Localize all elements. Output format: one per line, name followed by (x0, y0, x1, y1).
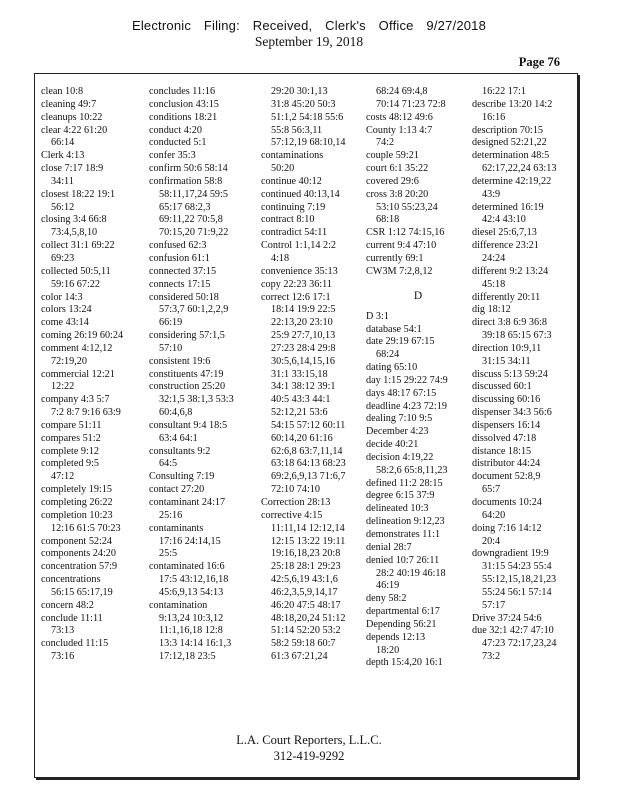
index-entry: contaminated 16:6 (149, 561, 225, 573)
index-entry: deadline 4:23 72:19 (366, 400, 447, 412)
index-entry: days 48:17 67:15 (366, 387, 437, 399)
index-entry: considered 50:18 (149, 291, 219, 303)
index-entry-continuation: 59:16 67:22 (51, 278, 100, 290)
index-entry-continuation: 73:13 (51, 625, 75, 637)
index-entry-continuation: 17:5 43:12,16,18 (159, 574, 229, 586)
index-entry: CSR 1:12 74:15,16 (366, 227, 445, 239)
index-entry-continuation: 52:12,21 53:6 (271, 407, 328, 419)
index-entry: date 29:19 67:15 (366, 336, 435, 348)
index-entry-continuation: 11:1,16,18 12:8 (159, 625, 223, 637)
index-entry-continuation: 63:4 64:1 (159, 432, 198, 444)
index-entry-continuation: 24:24 (482, 252, 506, 264)
index-entry: document 52:8,9 (472, 471, 541, 483)
index-entry-continuation: 66:19 (159, 317, 183, 329)
index-entry-continuation: 48:18,20,24 51:12 (271, 612, 346, 624)
index-entry-continuation: 69:23 (51, 252, 75, 264)
index-entry: corrective 4:15 (261, 509, 323, 521)
index-entry-continuation: 68:24 69:4,8 (376, 86, 428, 97)
index-entry: concludes 11:16 (149, 86, 216, 97)
index-entry: Clerk 4:13 (41, 150, 85, 162)
index-entry-continuation: 64:5 (159, 458, 178, 470)
index-entry-continuation: 73:4,5,8,10 (51, 227, 98, 239)
index-entry-continuation: 70:15,20 71:9,22 (159, 227, 229, 239)
index-entry: complete 9:12 (41, 445, 99, 457)
index-entry-continuation: 51:1,2 54:18 55:6 (271, 111, 344, 123)
index-entry: Control 1:1,14 2:2 (261, 240, 336, 252)
index-entry-continuation: 11:11,14 12:12,14 (271, 522, 345, 534)
index-entry-continuation: 31:8 45:20 50:3 (271, 98, 336, 110)
index-entry-continuation: 17:16 24:14,15 (159, 535, 221, 547)
index-entry-continuation: 12:15 13:22 19:11 (271, 535, 346, 547)
index-entry: different 9:2 13:24 (472, 265, 549, 277)
index-entry-continuation: 13:3 14:14 16:1,3 (159, 638, 232, 650)
index-entry: confused 62:3 (149, 240, 207, 252)
index-entry-continuation: 66:14 (51, 137, 75, 149)
index-entry: contradict 54:11 (261, 227, 328, 239)
index-entry-continuation: 34:11 (51, 175, 74, 187)
index-entry-continuation: 19:16,18,23 20:8 (271, 548, 341, 560)
index-entry: consultants 9:2 (149, 445, 211, 457)
index-entry-continuation: 12:16 61:5 70:23 (51, 522, 121, 534)
index-entry: concern 48:2 (41, 599, 94, 611)
index-column-3 (261, 86, 365, 664)
index-entry: departmental 6:17 (366, 606, 440, 618)
index-entry-continuation: 70:14 71:23 72:8 (376, 98, 446, 110)
index-entry-continuation: 55:8 56:3,11 (271, 124, 323, 136)
index-entry-continuation: 7:2 8:7 9:16 63:9 (51, 407, 121, 419)
index-entry: come 43:14 (41, 317, 89, 329)
index-entry-continuation: 60:14,20 61:16 (271, 432, 333, 444)
index-entry-continuation: 17:12,18 23:5 (159, 651, 216, 663)
index-entry: completing 26:22 (41, 497, 113, 508)
index-entry: completely 19:15 (41, 484, 113, 496)
index-entry: covered 29:6 (366, 175, 419, 187)
index-entry: contamination (149, 599, 208, 611)
index-entry-continuation: 74:2 (376, 137, 395, 149)
index-entry: description 70:15 (472, 124, 544, 136)
index-entry-continuation: 46:2,3,5,9,14,17 (271, 586, 338, 598)
index-entry-continuation: 18:20 (376, 644, 400, 656)
index-entry-continuation: 65:7 (482, 484, 501, 496)
index-entry: cross 3:8 20:20 (366, 188, 429, 200)
index-entry-continuation: 69:2,6,9,13 71:6,7 (271, 471, 346, 483)
index-entry: construction 25:20 (149, 381, 226, 393)
index-entry: closing 3:4 66:8 (41, 214, 107, 226)
index-entry: direction 10:9,11 (472, 342, 542, 354)
index-entry: consultant 9:4 18:5 (149, 419, 228, 431)
index-entry: compare 51:11 (41, 419, 102, 431)
index-entry-continuation: 47:12 (51, 471, 75, 483)
index-entry-continuation: 46:19 (376, 580, 400, 592)
index-entry-continuation: 31:15 54:23 55:4 (482, 561, 552, 573)
section-letter: D (413, 289, 423, 302)
index-entry: close 7:17 18:9 (41, 163, 104, 175)
index-entry: compares 51:2 (41, 432, 101, 444)
index-entry-continuation: 68:24 (376, 349, 400, 361)
index-entry-continuation: 9:13,24 10:3,12 (159, 612, 224, 624)
index-entry-continuation: 50:20 (271, 163, 295, 175)
index-entry: couple 59:21 (366, 150, 419, 162)
index-entry-continuation: 57:3,7 60:1,2,2,9 (159, 304, 229, 316)
index-entry: contract 8:10 (261, 214, 315, 226)
index-column-4 (366, 86, 470, 670)
index-entry: due 32:1 42:7 47:10 (472, 625, 554, 637)
index-entry: conclusion 43:15 (149, 98, 219, 110)
index-entry-continuation: 30:5,6,14,15,16 (271, 355, 335, 367)
index-entry-continuation: 51:14 52:20 53:2 (271, 625, 341, 637)
index-entry: conditions 18:21 (149, 111, 218, 123)
index-entry: concentration 57:9 (41, 561, 118, 573)
index-entry: continuing 7:19 (261, 201, 326, 213)
footer-phone: 312-419-9292 (273, 749, 345, 763)
index-entry: depth 15:4,20 16:1 (366, 657, 443, 669)
index-entry-continuation: 68:18 (376, 214, 400, 226)
index-entry-continuation: 62:17,22,24 63:13 (482, 163, 557, 175)
index-entry: coming 26:19 60:24 (41, 330, 124, 342)
index-entry-continuation: 57:10 (159, 342, 183, 354)
index-entry: day 1:15 29:22 74:9 (366, 374, 448, 386)
index-entry: downgradient 19:9 (472, 548, 549, 560)
index-entry-continuation: 16:22 17:1 (482, 86, 526, 97)
index-entry-continuation: 16:16 (482, 111, 506, 123)
index-entry: documents 10:24 (472, 497, 542, 508)
index-entry: distributor 44:24 (472, 458, 541, 470)
index-entry-continuation: 53:10 55:23,24 (376, 201, 438, 213)
index-entry-continuation: 64:20 (482, 509, 506, 521)
index-entry-continuation: 56:15 65:17,19 (51, 586, 113, 598)
index-entry: completed 9:5 (41, 458, 99, 470)
page-number: Page 76 (518, 55, 560, 69)
index-column-1 (41, 86, 145, 664)
index-entry: dealing 7:10 9:5 (366, 413, 433, 425)
index-entry: database 54:1 (366, 323, 422, 335)
index-entry: considering 57:1,5 (149, 330, 225, 342)
index-entry: connects 17:15 (149, 278, 211, 290)
index-entry: confirm 50:6 58:14 (149, 163, 228, 175)
index-entry: D 3:1 (366, 310, 389, 322)
index-entry: denied 10:7 26:11 (366, 554, 440, 566)
index-entry: County 1:13 4:7 (366, 124, 433, 136)
index-entry-continuation: 46:20 47:5 48:17 (271, 599, 341, 611)
index-entry: collect 31:1 69:22 (41, 240, 115, 252)
footer-company: L.A. Court Reporters, L.L.C. (236, 733, 382, 747)
index-entry: confusion 61:1 (149, 252, 210, 264)
index-entry-continuation: 69:11,22 70:5,8 (159, 214, 223, 226)
index-entry-continuation: 45:18 (482, 278, 506, 290)
index-entry: degree 6:15 37:9 (366, 490, 435, 502)
index-entry-continuation: 60:4,6,8 (159, 407, 193, 419)
index-entry: contaminations (261, 150, 324, 162)
index-entry-continuation: 72:10 74:10 (271, 484, 320, 496)
index-entry-continuation: 18:14 19:9 22:5 (271, 304, 336, 316)
index-entry-continuation: 55:12,15,18,21,23 (482, 574, 557, 586)
index-entry-continuation: 54:15 57:12 60:11 (271, 419, 346, 431)
index-entry: clean 10:8 (41, 86, 84, 97)
index-entry: cleanups 10:22 (41, 111, 103, 123)
index-entry: comment 4:12,12 (41, 342, 113, 354)
index-entry-continuation: 73:16 (51, 651, 75, 663)
index-entry: cleaning 49:7 (41, 98, 97, 110)
index-entry-continuation: 43:9 (482, 188, 501, 200)
index-entry-continuation: 58:2,6 65:8,11,23 (376, 464, 448, 476)
index-entry: dissolved 47:18 (472, 432, 537, 444)
index-entry-continuation: 63:18 64:13 68:23 (271, 458, 346, 470)
index-entry-continuation: 4:18 (271, 252, 290, 264)
index-entry: currently 69:1 (366, 252, 424, 264)
index-entry-continuation: 25:18 28:1 29:23 (271, 561, 341, 573)
index-entry-continuation: 31:1 33:15,18 (271, 368, 328, 380)
index-entry-continuation: 57:17 (482, 599, 506, 611)
index-entry: dating 65:10 (366, 362, 418, 374)
index-entry: components 24:20 (41, 548, 116, 560)
index-entry: distance 18:15 (472, 445, 532, 457)
index-entry: differently 20:11 (472, 291, 541, 303)
index-entry: clear 4:22 61:20 (41, 124, 108, 136)
index-entry-continuation: 39:18 65:15 67:3 (482, 330, 552, 342)
index-entry: closest 18:22 19:1 (41, 188, 116, 200)
index-entry: demonstrates 11:1 (366, 529, 441, 540)
index-entry: direct 3:8 6:9 36:8 (472, 317, 547, 329)
index-entry: dispensers 16:14 (472, 419, 541, 431)
index-entry-continuation: 25:16 (159, 509, 183, 521)
index-entry: component 52:24 (41, 535, 113, 547)
index-entry: depends 12:13 (366, 631, 426, 643)
index-entry-continuation: 55:24 56:1 57:14 (482, 586, 552, 598)
index-entry-continuation: 22:13,20 23:10 (271, 317, 333, 329)
index-entry-continuation: 31:15 34:11 (482, 355, 531, 367)
index-entry-continuation: 65:17 68:2,3 (159, 201, 211, 213)
index-entry: doing 7:16 14:12 (472, 522, 542, 534)
index-entry-continuation: 12:22 (51, 381, 75, 393)
index-entry: delineated 10:3 (366, 503, 429, 515)
index-entry: Depending 56:21 (366, 618, 437, 630)
index-entry-continuation: 47:23 72:17,23,24 (482, 638, 557, 650)
index-entry: discussed 60:1 (472, 381, 532, 393)
hearing-date: September 19, 2018 (254, 34, 364, 49)
index-entry: court 6:1 35:22 (366, 163, 429, 175)
index-entry-continuation: 56:12 (51, 201, 75, 213)
index-entry: determine 42:19,22 (472, 175, 552, 187)
index-entry-continuation: 34:1 38:12 39:1 (271, 381, 336, 393)
index-entry: company 4:3 5:7 (41, 394, 110, 406)
index-entry-continuation: 27:23 28:4 29:8 (271, 342, 336, 354)
index-entry: December 4:23 (366, 426, 429, 438)
index-entry: continue 40:12 (261, 175, 322, 187)
index-column-2 (149, 86, 253, 664)
index-entry: Consulting 7:19 (149, 471, 215, 483)
index-column-5 (472, 86, 576, 664)
index-entry: conclude 11:11 (41, 612, 103, 624)
index-entry: discuss 5:13 59:24 (472, 368, 548, 380)
index-entry-continuation: 45:6,9,13 54:13 (159, 586, 224, 598)
index-entry: Correction 28:13 (261, 497, 331, 508)
index-entry-continuation: 40:5 43:3 44:1 (271, 394, 331, 406)
index-entry: confer 35:3 (149, 150, 196, 162)
index-entry: confirmation 58:8 (149, 175, 223, 187)
index-entry: deny 58:2 (366, 593, 407, 605)
index-entry-continuation: 20:4 (482, 535, 501, 547)
index-entry: diesel 25:6,7,13 (472, 227, 537, 239)
index-entry: conduct 4:20 (149, 124, 202, 136)
index-entry: discussing 60:16 (472, 394, 541, 406)
index-entry-continuation: 28:2 40:19 46:18 (376, 567, 446, 579)
index-entry-continuation: 25:9 27:7,10,13 (271, 330, 336, 342)
index-entry-continuation: 73:2 (482, 651, 501, 663)
index-entry-continuation: 58:2 59:18 60:7 (271, 638, 336, 650)
index-entry: collected 50:5,11 (41, 265, 111, 277)
index-entry: dig 18:12 (472, 304, 511, 316)
index-entry-continuation: 29:20 30:1,13 (271, 86, 328, 97)
index-entry-continuation: 61:3 67:21,24 (271, 651, 328, 663)
index-entry: contact 27:20 (149, 484, 205, 496)
index-entry-continuation: 58:11,17,24 59:5 (159, 188, 228, 200)
index-entry: completion 10:23 (41, 509, 113, 521)
filing-header: Electronic Filing: Received, Clerk's Office 9/27/2018 (131, 18, 487, 33)
index-entry: constituents 47:19 (149, 368, 224, 380)
index-entry: color 14:3 (41, 291, 83, 303)
index-entry-continuation: 25:5 (159, 548, 178, 560)
index-entry: connected 37:15 (149, 265, 217, 277)
index-entry: contaminant 24:17 (149, 497, 226, 508)
index-entry-continuation: 42:4 43:10 (482, 214, 526, 226)
index-entry: designed 52:21,22 (472, 137, 547, 149)
index-entry: contaminants (149, 522, 204, 534)
index-entry: delineation 9:12,23 (366, 516, 445, 528)
index-entry: copy 22:23 36:11 (261, 278, 332, 290)
index-entry: colors 13:24 (41, 304, 92, 316)
index-entry: determined 16:19 (472, 201, 544, 213)
index-entry: conducted 5:1 (149, 137, 207, 149)
index-entry: difference 23:21 (472, 240, 539, 252)
index-entry: determination 48:5 (472, 150, 550, 162)
index-entry: costs 48:12 49:6 (366, 111, 433, 123)
index-entry: concluded 11:15 (41, 638, 109, 650)
index-entry-continuation: 62:6,8 63:7,11,14 (271, 445, 343, 457)
index-frame (34, 73, 578, 778)
index-entry: CW3M 7:2,8,12 (366, 265, 433, 277)
index-entry: commercial 12:21 (41, 368, 115, 380)
index-entry: decision 4:19,22 (366, 451, 434, 463)
index-entry-continuation: 57:12,19 68:10,14 (271, 137, 346, 149)
index-entry: decide 40:21 (366, 439, 419, 451)
index-entry: convenience 35:13 (261, 265, 338, 277)
index-entry: denial 28:7 (366, 541, 412, 553)
index-entry: current 9:4 47:10 (366, 240, 437, 252)
index-entry-continuation: 32:1,5 38:1,3 53:3 (159, 394, 234, 406)
index-entry: Drive 37:24 54:6 (472, 612, 542, 624)
index-entry: describe 13:20 14:2 (472, 98, 553, 110)
index-entry: concentrations (41, 574, 101, 586)
index-entry-continuation: 42:5,6,19 43:1,6 (271, 574, 338, 586)
index-entry: continued 40:13,14 (261, 188, 340, 200)
index-entry-continuation: 72:19,20 (51, 355, 87, 367)
index-entry: correct 12:6 17:1 (261, 291, 331, 303)
index-entry: dispenser 34:3 56:6 (472, 407, 552, 419)
index-entry: consistent 19:6 (149, 355, 211, 367)
index-entry: defined 11:2 28:15 (366, 477, 443, 489)
